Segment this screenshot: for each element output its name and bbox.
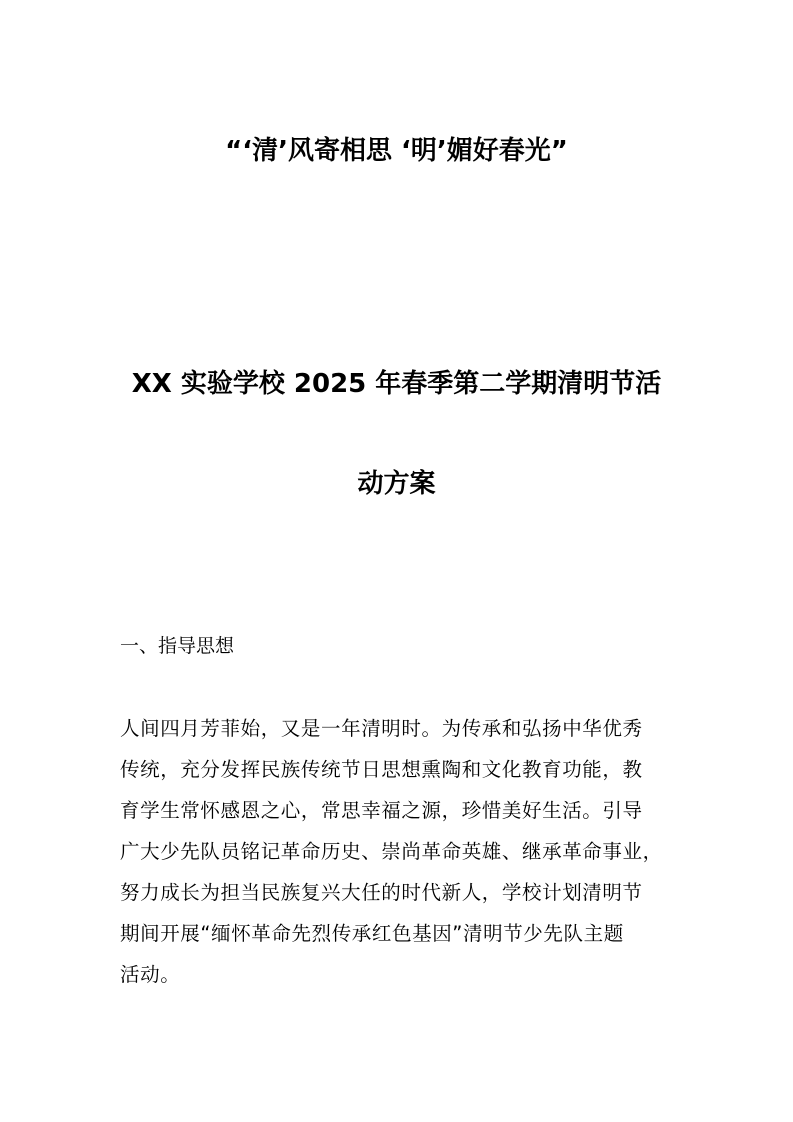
document-title-line-1: XX 实验学校 2025 年春季第二学期清明节活: [131, 369, 662, 399]
paragraph-line: 育学生常怀感恩之心，常思幸福之源，珍惜美好生活。引导: [120, 799, 643, 822]
paragraph-line: 期间开展“缅怀革命先烈传承红色基因”清明节少先队主题: [120, 922, 624, 945]
paragraph-line: 广大少先队员铭记革命历史、崇尚革命英雄、继承革命事业，: [120, 840, 663, 863]
section-heading: 一、指导思想: [120, 635, 235, 657]
paragraph-line: 传统，充分发挥民族传统节日思想熏陶和文化教育功能，教: [120, 758, 643, 781]
document-title-line-2: 动方案: [357, 469, 436, 499]
paragraph-line: 人间四月芳菲始，又是一年清明时。为传承和弘扬中华优秀: [120, 717, 643, 740]
paragraph-line: 活动。: [120, 963, 181, 986]
section-paragraph: [120, 714, 690, 1001]
document-subtitle: “‘清’风寄相思 ‘明’媚好春光”: [225, 136, 568, 166]
paragraph-line: 努力成长为担当民族复兴大任的时代新人，学校计划清明节: [120, 881, 643, 904]
